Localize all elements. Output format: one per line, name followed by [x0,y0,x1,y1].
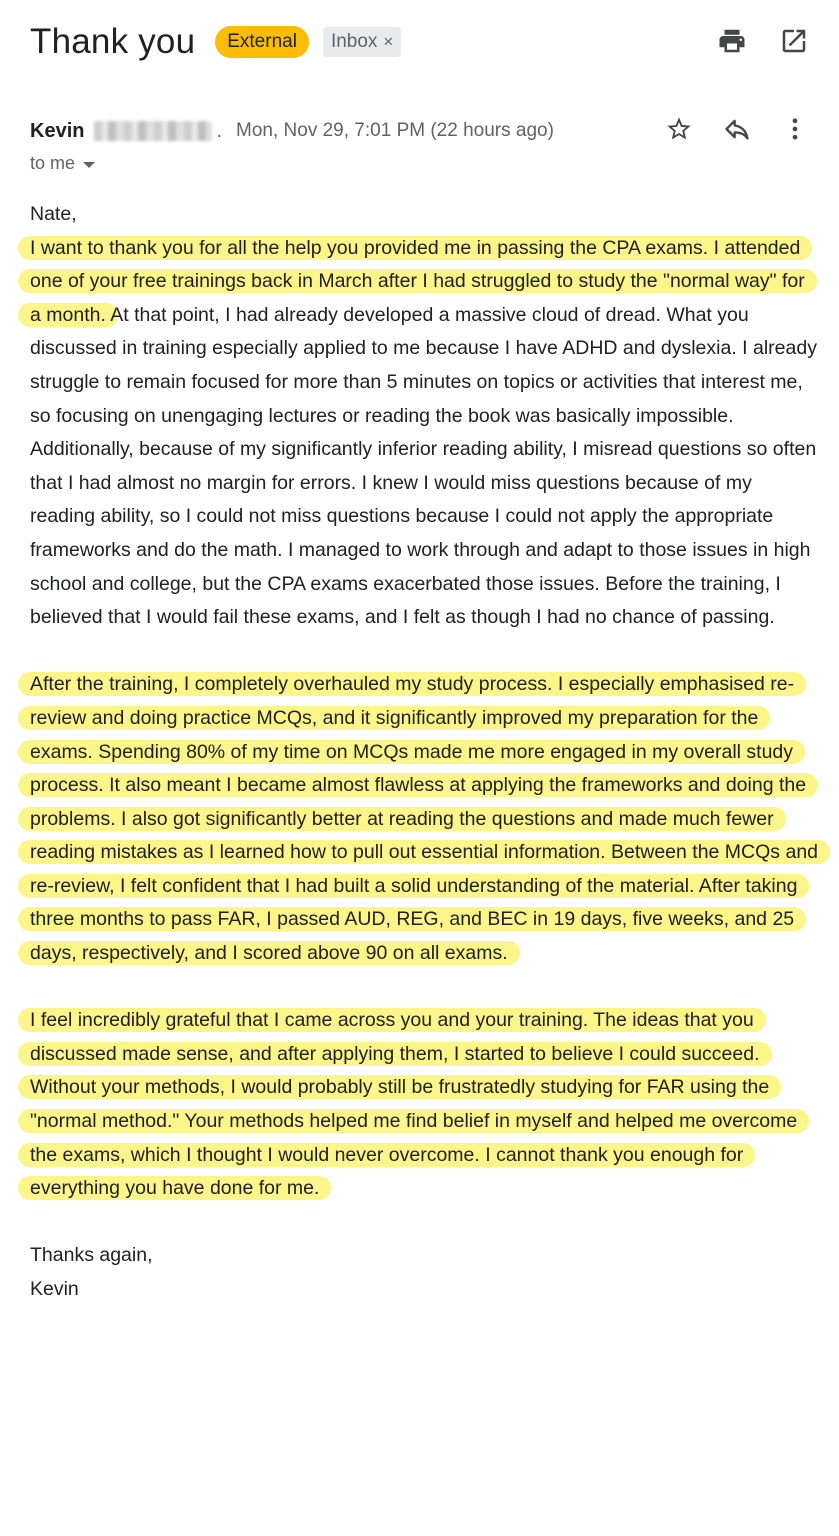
chevron-down-icon [83,162,95,168]
star-icon [665,115,693,143]
reply-icon [723,115,751,143]
inbox-label-text: Inbox [330,31,378,52]
reply-button[interactable] [723,115,751,148]
greeting: Nate, [30,203,77,225]
body-paragraph-2 [30,668,820,970]
print-button[interactable] [717,26,747,56]
sender-suffix: . [216,119,223,142]
remove-label-icon[interactable]: × [383,32,394,51]
more-options-button[interactable] [781,115,809,148]
message-actions [665,115,809,148]
header-actions [717,26,809,56]
recipient-details-toggle[interactable] [30,153,95,174]
print-icon [717,26,747,56]
open-in-new-window-button[interactable] [779,26,809,56]
sender-name[interactable]: Kevin [30,119,85,142]
inbox-label-chip[interactable] [323,27,401,57]
closing-line: Thanks again, [30,1244,153,1267]
redacted-sender-email [94,121,212,141]
star-button[interactable] [665,115,693,148]
recipient-text: to me [30,153,76,173]
body-paragraph-1 [30,232,820,635]
email-header [30,18,809,66]
body-paragraph-3 [30,1004,820,1206]
more-vert-icon [781,115,809,143]
open-in-new-window-icon [779,26,809,56]
highlighted-text: I feel incredibly grateful that I came across you and your training. The ideas that you discussed made sense, and after applying them, I started to believe I could succeed. Without your methods, I would probably still be frustratedly studying for FAR using the "normal method." Your methods helped me find belief in myself and helped me overcome the exams, which I thought I would never overcome. I cannot thank you enough for everything you have done for me. [30,1009,798,1200]
email-body [30,198,820,1307]
message-date: Mon, Nov 29, 7:01 PM (22 hours ago) [236,120,554,141]
external-badge: External [215,26,309,58]
sender-row [30,115,809,147]
paragraph-text: At that point, I had already developed a massive cloud of dread. What you discussed in training especially applied to me because I have ADHD and dyslexia. I already struggle to remain focused for more than 5 minutes on topics or activities that interest me, so focusing on unengaging lectures or reading the book was basically impossible. Additionally, because of my significantly inferior reading ability, I misread questions so often that I had almost no margin for errors. I knew I would miss questions because of my reading ability, so I could not miss questions because I could not apply the appropriate frameworks and do the math. I managed to work through and adapt to those issues in high school and college, but the CPA exams exacerbated those issues. Before the training, I believed that I would fail these exams, and I felt as though I had no chance of passing. [30,303,817,629]
email-subject: Thank you [30,22,196,61]
highlighted-text: After the training, I completely overhauled my study process. I especially emphasised re-review and doing practice MCQs, and it significantly improved my preparation for the exams. Spending 80% of my time on MCQs made me more engaged in my overall study process. It also meant I became almost flawless at applying the frameworks and doing the problems. I also got significantly better at reading the questions and made much fewer reading mistakes as I learned how to pull out essential information. Between the MCQs and re-review, I felt confident that I had built a solid understanding of the material. After taking three months to pass FAR, I passed AUD, REG, and BEC in 19 days, five weeks, and 25 days, respectively, and I scored above 90 on all exams. [30,673,819,965]
highlighted-text: I want to thank you for all the help you provided me in passing the CPA exams. I attended one of your free trainings back in March after I had struggled to study the "normal way" for a month. [30,236,805,326]
signature-name: Kevin [30,1278,79,1300]
